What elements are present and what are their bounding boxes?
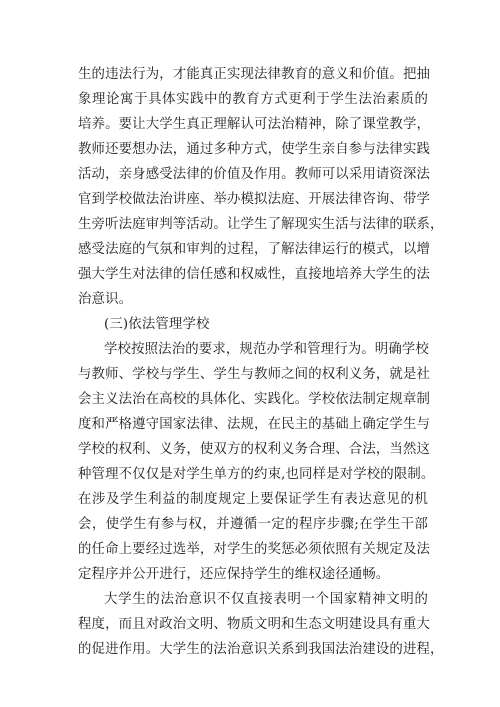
text-line: 与教师、学校与学生、学生与教师之间的权利义务，就是社 [78, 367, 431, 382]
text-line: 学校按照法治的要求，规范办学和管理行为。明确学校 [104, 342, 429, 357]
text-line: 学校的权利、义务，使双方的权利义务合理、合法，当然这 [78, 442, 431, 457]
text-line: 会，使学生有参与权，并遵循一定的程序步骤;在学生干部 [78, 517, 428, 532]
text-line: 象理论寓于具体实践中的教育方式更利于学生法治素质的 [78, 92, 428, 107]
text-line: 生旁听法庭审判等活动。让学生了解现实生活与法律的联系， [78, 217, 444, 232]
text-line: 的任命上要经过选举，对学生的奖惩必须依照有关规定及法 [78, 542, 431, 557]
text-line: 教师还要想办法，通过多种方式，使学生亲自参与法律实践 [78, 142, 431, 157]
text-line: 培养。要让大学生真正理解认可法治精神，除了课堂教学， [78, 117, 431, 132]
text-line: 治意识。 [78, 292, 133, 307]
text-line: 会主义法治在高校的具体化、实践化。学校依法制定规章制 [78, 392, 431, 407]
text-line: 官到学校做法治讲座、举办模拟法庭、开展法律咨询、带学 [78, 192, 431, 207]
text-line: 生的违法行为，才能真正实现法律教育的意义和价值。把抽 [78, 67, 431, 82]
text-line: 感受法庭的气氛和审判的过程，了解法律运行的模式，以增 [78, 242, 431, 257]
text-line: 程度，而且对政治文明、物质文明和生态文明建设具有重大 [78, 617, 431, 632]
text-line: 在涉及学生利益的制度规定上要保证学生有表达意见的机 [78, 492, 428, 507]
text-line: 种管理不仅仅是对学生单方的约束,也同样是对学校的限制。 [78, 467, 435, 482]
text-line: 强大学生对法律的信任感和权威性，直接地培养大学生的法 [78, 267, 431, 282]
text-line: 的促进作用。大学生的法治意识关系到我国法治建设的进程， [78, 642, 444, 657]
text-line: 定程序并公开进行，还应保持学生的维权途径通畅。 [78, 567, 390, 582]
section-heading: (三)依法管理学校 [104, 317, 210, 332]
text-line: 大学生的法治意识不仅直接表明一个国家精神文明的 [104, 592, 428, 607]
text-line: 度和严格遵守国家法律、法规，在民主的基础上确定学生与 [78, 417, 431, 432]
text-line: 活动，亲身感受法律的价值及作用。教师可以采用请资深法 [78, 167, 431, 182]
